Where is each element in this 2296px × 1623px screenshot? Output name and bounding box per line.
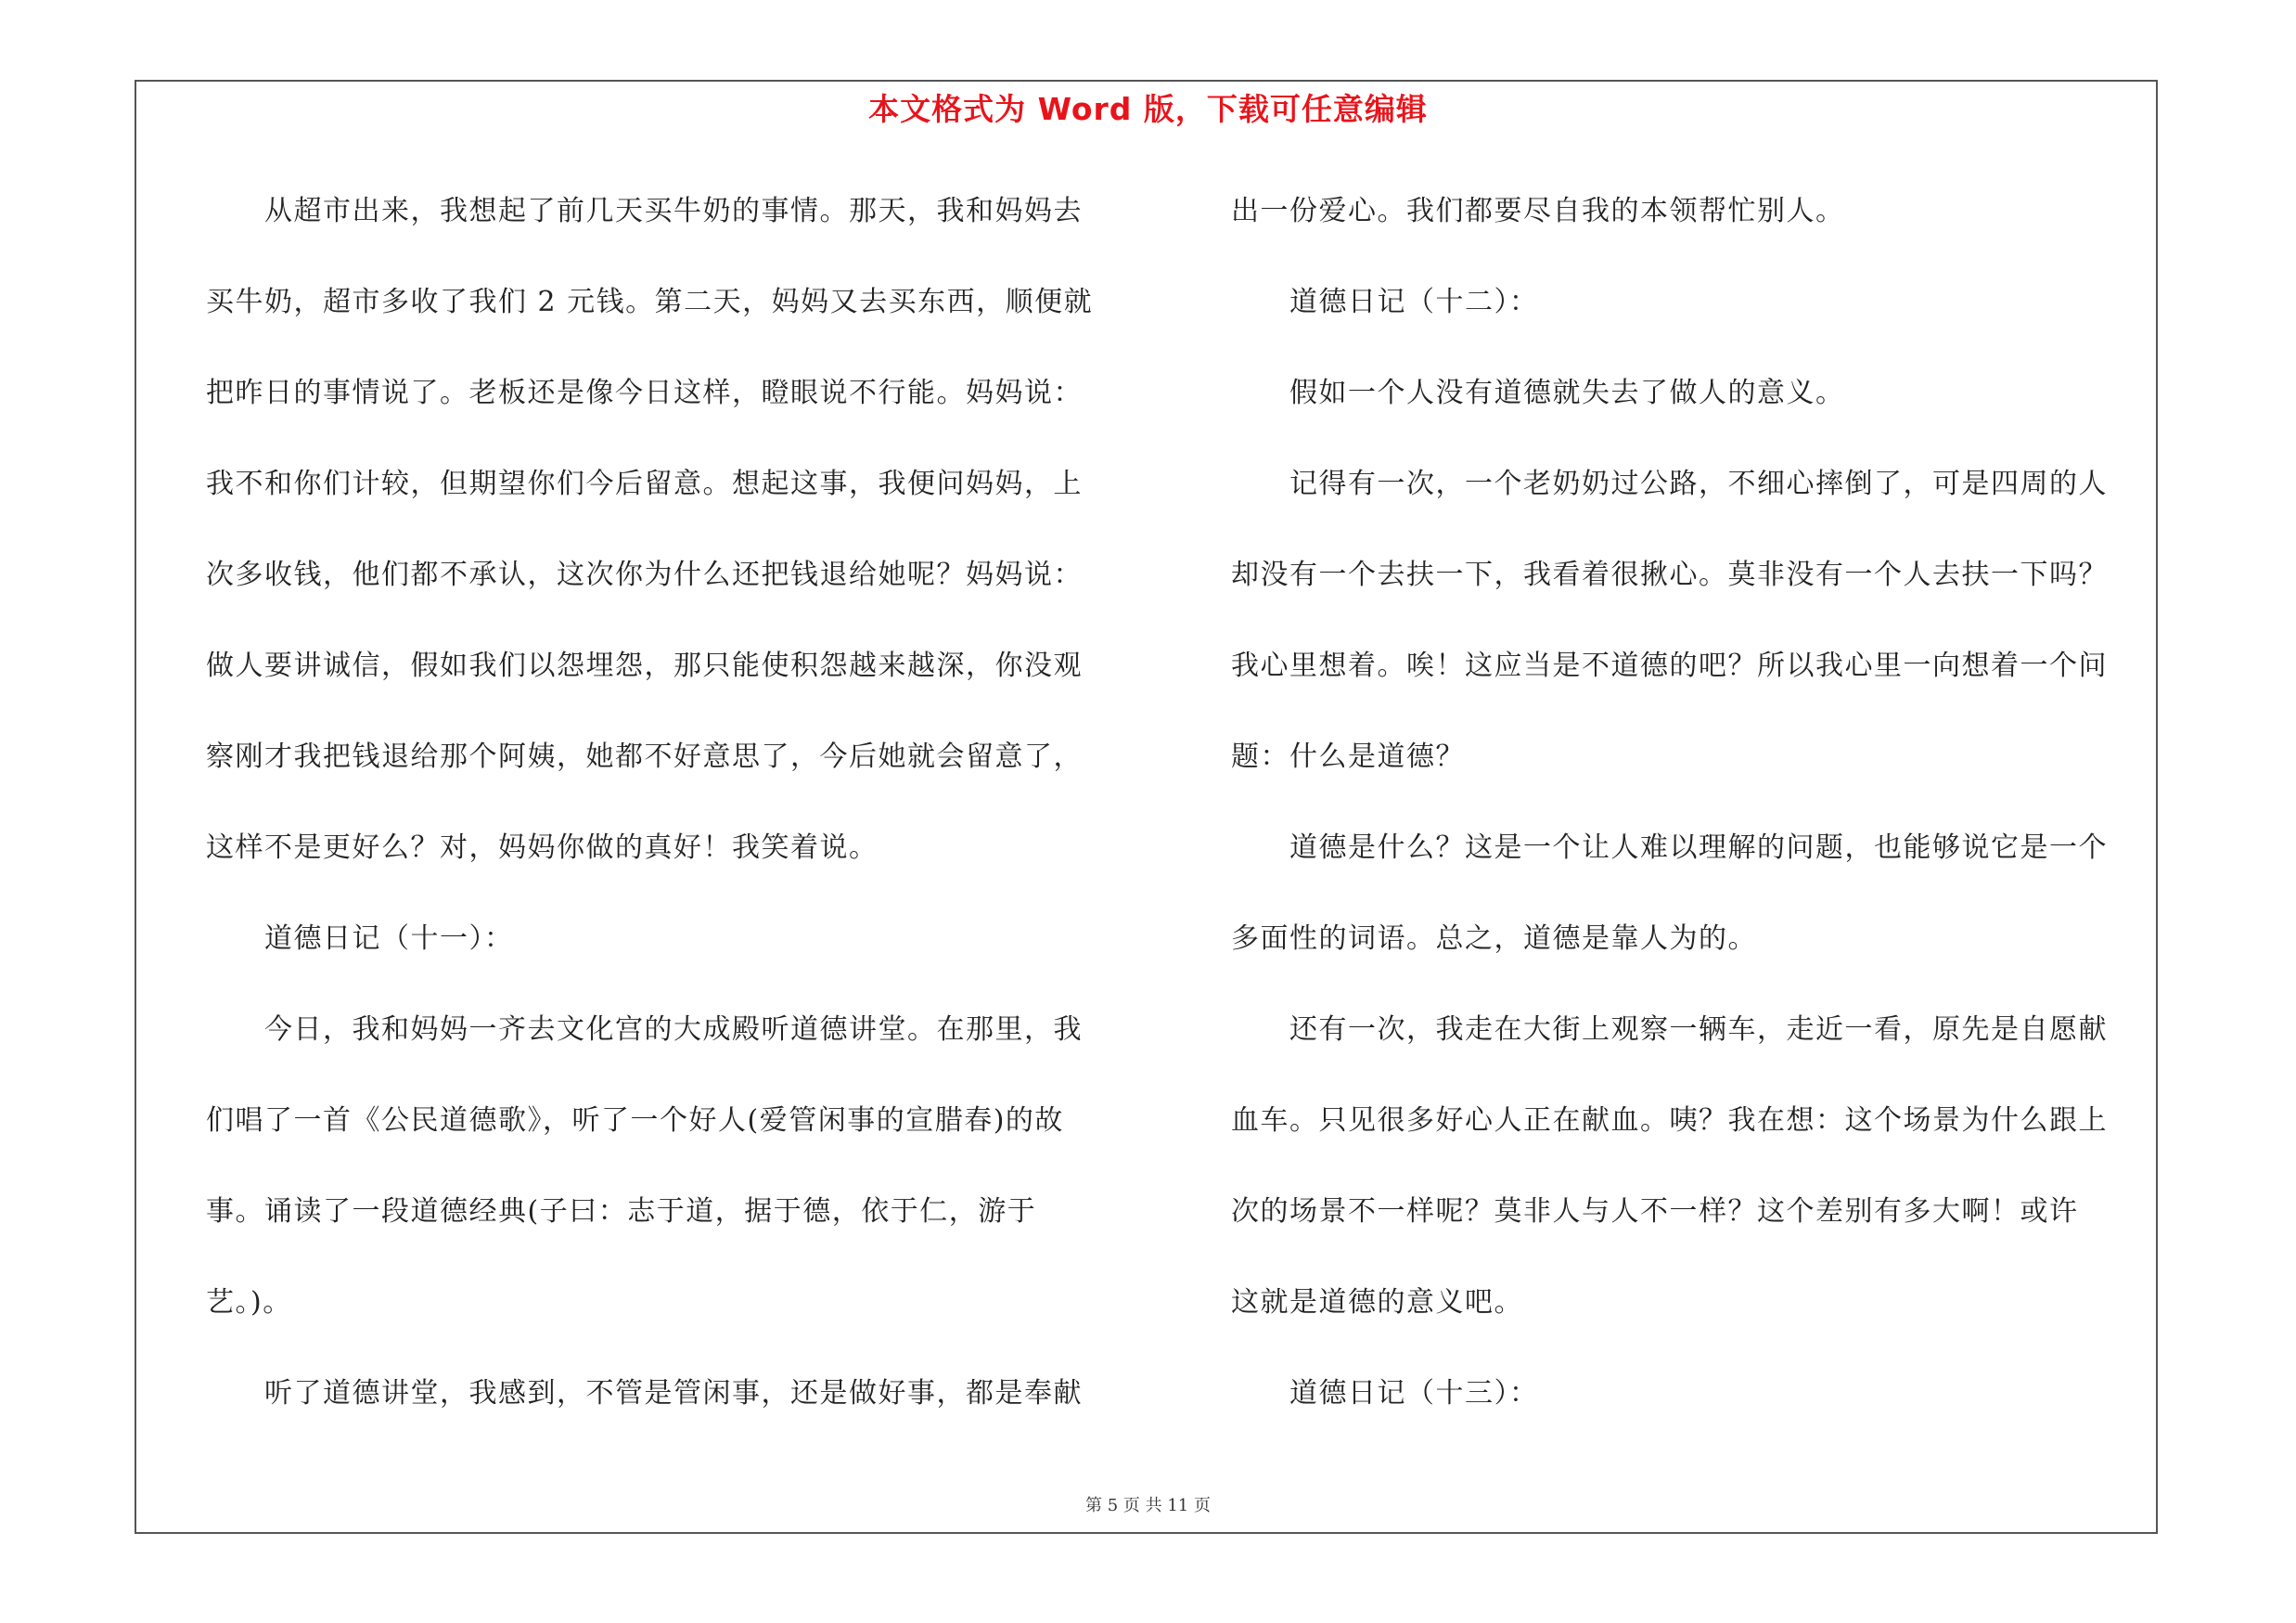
text-line: 多面性的词语。总之，道德是靠人为的。 <box>1231 922 1757 955</box>
text-line: 这就是道德的意义吧。 <box>1231 1286 1523 1319</box>
text-line: 道德是什么？这是一个让人难以理解的问题，也能够说它是一个 <box>1231 831 2108 864</box>
page-number-footer: 第 5 页 共 11 页 <box>1085 1496 1211 1515</box>
text-line: 今日，我和妈妈一齐去文化宫的大成殿听道德讲堂。在那里，我 <box>206 1013 1083 1046</box>
section-heading: 道德日记（十三）： <box>1231 1377 1539 1410</box>
text-line: 记得有一次，一个老奶奶过公路，不细心摔倒了，可是四周的人 <box>1231 468 2108 500</box>
text-line: 把昨日的事情说了。老板还是像今日这样，瞪眼说不行能。妈妈说： <box>206 377 1083 409</box>
text-line: 听了道德讲堂，我感到，不管是管闲事，还是做好事，都是奉献 <box>206 1377 1083 1410</box>
section-heading: 道德日记（十一）： <box>206 922 514 955</box>
text-line: 次多收钱，他们都不承认，这次你为什么还把钱退给她呢？妈妈说： <box>206 559 1083 591</box>
text-line: 事。诵读了一段道德经典(子曰：志于道，据于德，依于仁，游于 <box>206 1195 1037 1228</box>
text-line: 假如一个人没有道德就失去了做人的意义。 <box>1231 377 1845 409</box>
text-line: 们唱了一首《公民道德歌》，听了一个好人(爱管闲事的宣腊春)的故 <box>206 1104 1064 1137</box>
text-line: 从超市出来，我想起了前几天买牛奶的事情。那天，我和妈妈去 <box>206 195 1083 227</box>
text-line: 还有一次，我走在大街上观察一辆车，走近一看，原先是自愿献 <box>1231 1013 2108 1046</box>
text-line: 察刚才我把钱退给那个阿姨，她都不好意思了，今后她就会留意了， <box>206 741 1083 773</box>
section-heading: 道德日记（十二）： <box>1231 286 1539 318</box>
text-line: 出一份爱心。我们都要尽自我的本领帮忙别人。 <box>1231 195 1845 227</box>
text-line: 次的场景不一样呢？莫非人与人不一样？这个差别有多大啊！或许 <box>1231 1195 2079 1228</box>
text-line: 买牛奶，超市多收了我们 2 元钱。第二天，妈妈又去买东西，顺便就 <box>206 286 1094 318</box>
text-line: 这样不是更好么？对，妈妈你做的真好！我笑着说。 <box>206 831 879 864</box>
text-line: 艺。)。 <box>206 1286 292 1319</box>
text-line: 做人要讲诚信，假如我们以怨埋怨，那只能使积怨越来越深，你没观 <box>206 650 1083 682</box>
text-line: 却没有一个去扶一下，我看着很揪心。莫非没有一个人去扶一下吗？ <box>1231 559 2108 591</box>
header-banner: 本文格式为 Word 版，下载可任意编辑 <box>868 91 1428 127</box>
text-line: 我心里想着。唉！这应当是不道德的吧？所以我心里一向想着一个问 <box>1231 650 2108 682</box>
text-line: 我不和你们计较，但期望你们今后留意。想起这事，我便问妈妈，上 <box>206 468 1083 500</box>
text-line: 血车。只见很多好心人正在献血。咦？我在想：这个场景为什么跟上 <box>1231 1104 2108 1137</box>
text-line: 题：什么是道德？ <box>1231 741 1465 773</box>
